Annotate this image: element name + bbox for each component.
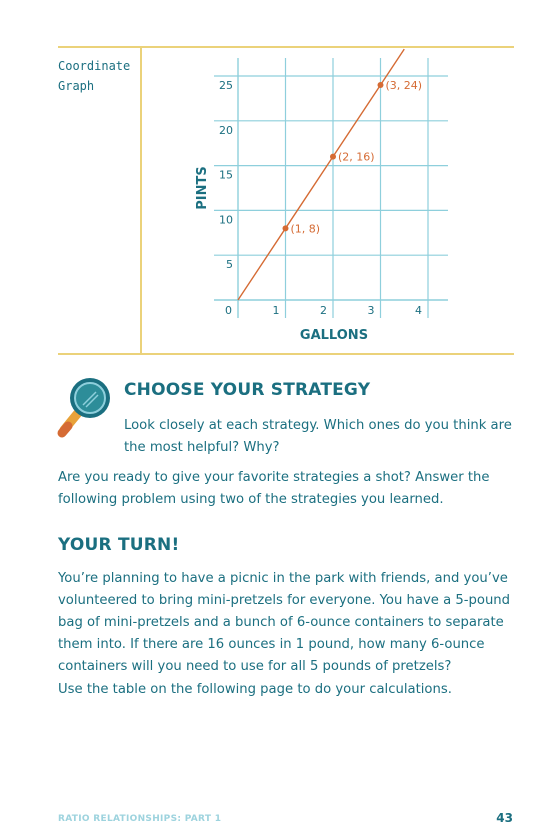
strategy-heading: CHOOSE YOUR STRATEGY [124, 380, 371, 400]
data-point [330, 154, 336, 160]
x-tick-label: 2 [320, 304, 327, 317]
x-tick-label: 1 [272, 304, 280, 317]
magnifying-glass-icon [52, 372, 112, 440]
data-point-label: (3, 24) [385, 78, 423, 92]
page-number: 43 [496, 811, 513, 825]
footer-section-title: RATIO RELATIONSHIPS: PART 1 [58, 814, 222, 824]
x-tick-label: 3 [367, 304, 375, 317]
data-point [378, 82, 384, 88]
x-tick-label: 4 [415, 304, 422, 317]
strategy-text: Look closely at each strategy. Which ones do you think are the most helpful? Why? [124, 418, 512, 455]
y-tick-label: 10 [219, 213, 233, 227]
y-tick-label: 25 [219, 79, 233, 92]
instruction-paragraph: Use the table on the following page to do your calculations. [58, 682, 452, 697]
row-label: Coordinate Graph [58, 59, 131, 93]
y-tick-label: 15 [219, 168, 233, 182]
intro-paragraph: Are you ready to give your favorite strategies a shot? Answer the following problem using two of the strategies you learned. [58, 470, 490, 507]
y-axis-title: PINTS [195, 166, 210, 210]
graph-grid [214, 58, 448, 318]
x-axis-title: GALLONS [299, 328, 369, 343]
data-point-label: (1, 8) [290, 222, 321, 236]
problem-paragraph: You’re planning to have a picnic in the park with friends, and you’ve volunteered to bring mini-pretzels for everyone. You have a 5-pound bag of mini-pretzels and a bunch of 6-ounce containers to separate them into. If there are 16 ounces in 1 pound, how many 6-ounce containers will you need to use for all 5 pounds of pretzels? [58, 571, 511, 674]
y-tick-label: 5 [226, 258, 233, 272]
data-point-label: (2, 16) [338, 150, 375, 164]
data-point [283, 225, 289, 231]
y-tick-label: 20 [219, 123, 233, 137]
origin-label: 0 [225, 304, 232, 317]
your-turn-heading: YOUR TURN! [58, 535, 180, 555]
graph-ticks [219, 79, 422, 317]
graph-points [283, 79, 423, 235]
coordinate-graph [0, 0, 560, 360]
